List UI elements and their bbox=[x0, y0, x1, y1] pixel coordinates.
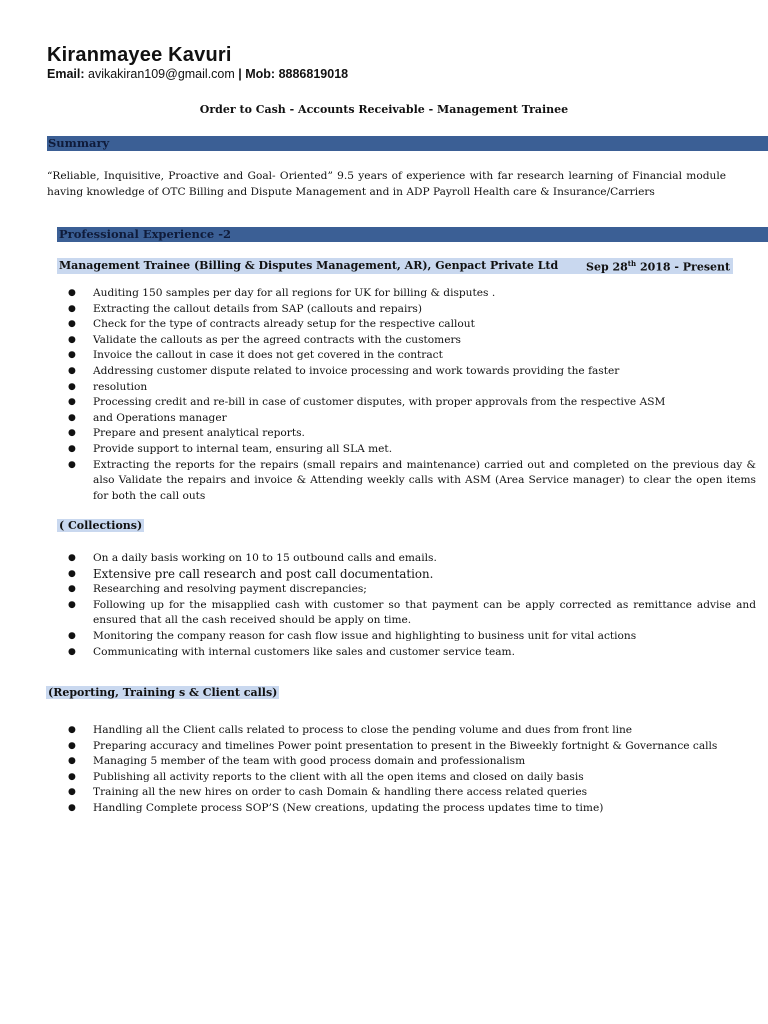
contact-separator: | bbox=[234, 67, 246, 81]
bullet-icon: ● bbox=[68, 334, 76, 345]
list-item bbox=[0, 801, 756, 817]
list-item-text: Provide support to internal team, ensuring all SLA met. bbox=[93, 442, 393, 455]
list-item bbox=[0, 442, 756, 458]
list-item bbox=[0, 582, 756, 598]
bullet-icon: ● bbox=[68, 630, 76, 641]
list-item-text: Following up for the misapplied cash with customer so that payment can be apply corrected as remittance advise and ensured that all the cash received should be apply on time. bbox=[93, 598, 756, 627]
list-item bbox=[0, 739, 756, 755]
bullet-icon: ● bbox=[68, 740, 76, 751]
list-item-text: On a daily basis working on 10 to 15 outbound calls and emails. bbox=[93, 552, 437, 564]
list-item-text: Extracting the reports for the repairs (small repairs and maintenance) carried out and completed on the previous day & also Validate the repairs and invoice & Attending weekly calls with ASM (Area Service manager) to clear the open items for both the call outs bbox=[93, 458, 756, 502]
list-item bbox=[0, 723, 756, 739]
list-item bbox=[0, 411, 756, 427]
bullet-icon: ● bbox=[68, 553, 76, 563]
list-item bbox=[0, 348, 756, 364]
bullet-icon: ● bbox=[68, 459, 76, 470]
bullet-icon: ● bbox=[68, 365, 76, 376]
bullet-icon: ● bbox=[68, 443, 76, 454]
list-item-text: Publishing all activity reports to the client with all the open items and closed on daily basis bbox=[93, 770, 584, 783]
collections-heading: ( Collections) bbox=[59, 519, 143, 532]
list-item bbox=[0, 333, 756, 349]
summary-section-bar bbox=[47, 136, 768, 151]
experience-section-bar bbox=[57, 227, 768, 242]
list-item bbox=[0, 286, 756, 302]
list-item-text: Extracting the callout details from SAP (callouts and repairs) bbox=[93, 302, 423, 315]
list-item-text: Researching and resolving payment discrepancies; bbox=[93, 583, 367, 596]
list-item-text: Processing credit and re-bill in case of customer disputes, with proper approvals from the respective ASM bbox=[93, 396, 666, 409]
bullet-icon: ● bbox=[68, 319, 76, 330]
list-item-text: Communicating with internal customers like sales and customer service team. bbox=[93, 645, 515, 658]
list-item bbox=[0, 317, 756, 333]
job-title-row bbox=[57, 258, 733, 274]
experience-list bbox=[0, 286, 756, 504]
email-address: avikakiran109@gmail.com bbox=[88, 67, 235, 81]
bullet-icon: ● bbox=[68, 397, 76, 408]
list-item bbox=[0, 598, 756, 629]
bullet-icon: ● bbox=[68, 350, 76, 361]
list-item-text: Auditing 150 samples per day for all regions for UK for billing & disputes . bbox=[93, 287, 496, 299]
list-item bbox=[0, 629, 756, 645]
bullet-icon: ● bbox=[68, 288, 76, 298]
bullet-icon: ● bbox=[68, 771, 76, 782]
bullet-icon: ● bbox=[68, 646, 76, 657]
bullet-icon: ● bbox=[68, 584, 76, 595]
list-item bbox=[0, 645, 756, 661]
list-item bbox=[0, 770, 756, 786]
list-item-text: Training all the new hires on order to cash Domain & handling there access related queries bbox=[93, 786, 588, 799]
job-date-ordinal: th bbox=[627, 259, 637, 268]
list-item-text: Validate the callouts as per the agreed contracts with the customers bbox=[93, 333, 461, 346]
list-item bbox=[0, 364, 756, 380]
job-title: Management Trainee (Billing & Disputes Management, AR), Genpact Private Ltd bbox=[59, 259, 559, 272]
list-item-text: Invoice the callout in case it does not get covered in the contract bbox=[93, 349, 443, 362]
candidate-name: Kiranmayee Kavuri bbox=[47, 44, 232, 66]
list-item-text: Preparing accuracy and timelines Power point presentation to present in the Biweekly fortnight & Governance calls bbox=[93, 739, 718, 752]
bullet-icon: ● bbox=[68, 756, 76, 767]
list-item-text: Handling all the Client calls related to process to close the pending volume and dues from front line bbox=[93, 724, 633, 736]
list-item-text: Handling Complete process SOP’S (New creations, updating the process updates time to time) bbox=[93, 801, 604, 814]
mobile-label: Mob: bbox=[245, 67, 276, 81]
bullet-icon: ● bbox=[68, 381, 76, 392]
summary-heading: Summary bbox=[48, 136, 110, 150]
reporting-list bbox=[0, 723, 756, 817]
bullet-icon: ● bbox=[68, 787, 76, 798]
bullet-icon: ● bbox=[68, 802, 76, 813]
list-item-text: Check for the type of contracts already setup for the respective callout bbox=[93, 318, 475, 331]
list-item-text: Monitoring the company reason for cash flow issue and highlighting to business unit for vital actions bbox=[93, 629, 637, 642]
bullet-icon: ● bbox=[68, 412, 76, 423]
list-item-text: Addressing customer dispute related to invoice processing and work towards providing the faster bbox=[93, 364, 620, 377]
list-item-text: Extensive pre call research and post call documentation. bbox=[93, 566, 434, 581]
email-label: Email: bbox=[47, 67, 85, 81]
list-item bbox=[0, 458, 756, 505]
contact-line bbox=[47, 67, 348, 81]
collections-list bbox=[0, 551, 756, 660]
list-item-text: and Operations manager bbox=[93, 411, 227, 424]
bullet-icon: ● bbox=[68, 568, 76, 579]
list-item-text: Managing 5 member of the team with good process domain and professionalism bbox=[93, 755, 526, 768]
reporting-heading: (Reporting, Training s & Client calls) bbox=[48, 686, 278, 699]
job-dates bbox=[586, 259, 730, 274]
bullet-icon: ● bbox=[68, 428, 76, 439]
list-item bbox=[0, 302, 756, 318]
list-item bbox=[0, 551, 756, 567]
list-item bbox=[0, 426, 756, 442]
job-date-end: 2018 - Present bbox=[636, 260, 731, 274]
job-date-start: Sep 28 bbox=[586, 260, 628, 274]
summary-text: “Reliable, Inquisitive, Proactive and Goal- Oriented” 9.5 years of experience with far research learning of Financial module having knowledge of OTC Billing and Dispute Management and in ADP Payroll Health care & Insurance/Carriers bbox=[47, 170, 726, 198]
bullet-icon: ● bbox=[68, 599, 76, 610]
objective-line: Order to Cash - Accounts Receivable - Management Trainee bbox=[199, 103, 569, 116]
bullet-icon: ● bbox=[68, 725, 76, 735]
bullet-icon: ● bbox=[68, 303, 76, 314]
list-item bbox=[0, 785, 756, 801]
list-item-text: resolution bbox=[93, 380, 148, 393]
mobile-number: 8886819018 bbox=[278, 67, 349, 81]
list-item bbox=[0, 380, 756, 396]
list-item bbox=[0, 567, 756, 583]
experience-heading: Professional Experience -2 bbox=[59, 227, 231, 241]
list-item bbox=[0, 754, 756, 770]
list-item-text: Prepare and present analytical reports. bbox=[93, 427, 305, 440]
list-item bbox=[0, 395, 756, 411]
